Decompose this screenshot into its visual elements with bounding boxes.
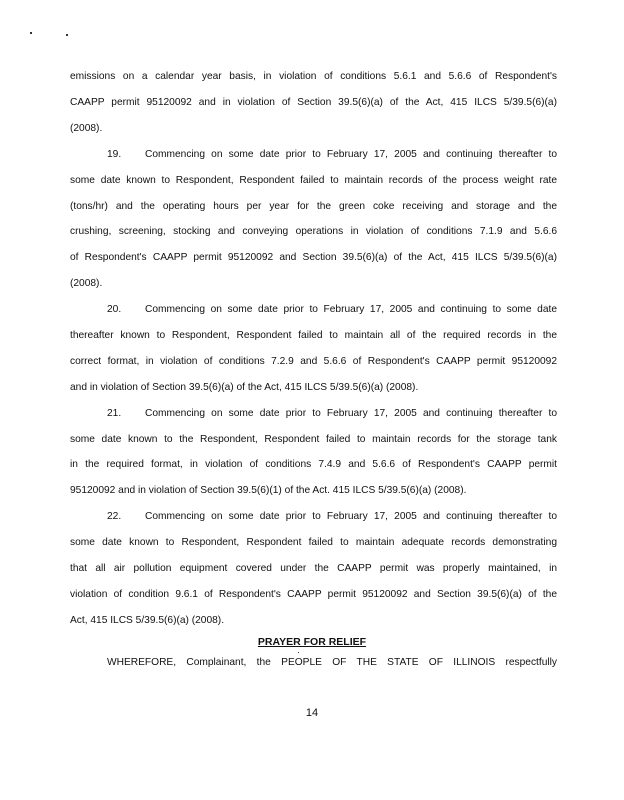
page-number: 14 bbox=[305, 707, 319, 719]
line-text: Commencing on some date prior to February 17, 2005 and continuing thereafter to bbox=[145, 149, 557, 160]
text-line: in the required format, in violation of conditions 7.4.9 and 5.6.6 of Respondent's CAAPP permit bbox=[70, 459, 557, 470]
line-text: Commencing on some date prior to February 17, 2005 and continuing thereafter to bbox=[145, 511, 557, 522]
text-line: violation of condition 9.6.1 of Respondent's CAAPP permit 95120092 and Section 39.5(6)(a) of the bbox=[70, 589, 557, 600]
text-line: crushing, screening, stocking and conveying operations in violation of conditions 7.1.9 and 5.6.6 bbox=[70, 226, 557, 237]
paragraph-number: 22. bbox=[107, 511, 122, 522]
section-heading: PRAYER FOR RELIEF bbox=[257, 636, 367, 648]
paragraph-first-line bbox=[107, 408, 557, 420]
text-line: thereafter known to Respondent, Respondent failed to maintain all of the required records in the bbox=[70, 330, 557, 341]
paragraph-first-line bbox=[107, 304, 557, 316]
paragraph-number: 19. bbox=[107, 149, 122, 160]
text-line: (2008). bbox=[70, 278, 103, 289]
text-line: of Respondent's CAAPP permit 95120092 and Section 39.5(6)(a) of the Act, 415 ILCS 5/39.5(6)(a) bbox=[70, 252, 557, 263]
text-line: Act, 415 ILCS 5/39.5(6)(a) (2008). bbox=[70, 615, 225, 626]
paragraph-first-line bbox=[107, 511, 557, 523]
scan-speck bbox=[30, 32, 32, 34]
scan-speck bbox=[66, 34, 68, 36]
scan-speck bbox=[298, 652, 299, 653]
line-text: Commencing on some date prior to February 17, 2005 and continuing thereafter to bbox=[145, 408, 557, 419]
paragraph-first-line bbox=[107, 149, 557, 161]
text-line: and in violation of Section 39.5(6)(a) of the Act, 415 ILCS 5/39.5(6)(a) (2008). bbox=[70, 382, 419, 393]
text-line: correct format, in violation of conditions 7.2.9 and 5.6.6 of Respondent's CAAPP permit 95120092 bbox=[70, 356, 557, 367]
text-line: some date known to Respondent, Respondent failed to maintain adequate records demonstrating bbox=[70, 537, 557, 548]
text-line: emissions on a calendar year basis, in violation of conditions 5.6.1 and 5.6.6 of Respondent's bbox=[70, 71, 557, 82]
text-line: 95120092 and in violation of Section 39.5(6)(1) of the Act. 415 ILCS 5/39.5(6)(a) (2008). bbox=[70, 485, 467, 496]
text-line: that all air pollution equipment covered under the CAAPP permit was properly maintained, in bbox=[70, 563, 557, 574]
text-line: some date known to Respondent, Respondent failed to maintain records of the process weight rate bbox=[70, 175, 557, 186]
paragraph-number: 21. bbox=[107, 408, 122, 419]
wherefore-line: WHEREFORE, Complainant, the PEOPLE OF THE STATE OF ILLINOIS respectfully bbox=[107, 657, 557, 668]
paragraph-number: 20. bbox=[107, 304, 122, 315]
text-line: some date known to the Respondent, Respondent failed to maintain records for the storage tank bbox=[70, 434, 557, 445]
line-text: Commencing on some date prior to February 17, 2005 and continuing to some date bbox=[145, 304, 557, 315]
text-line: (2008). bbox=[70, 123, 103, 134]
text-line: (tons/hr) and the operating hours per year for the green coke receiving and storage and the bbox=[70, 201, 557, 212]
text-line: CAAPP permit 95120092 and in violation of Section 39.5(6)(a) of the Act, 415 ILCS 5/39.5(6)(a) bbox=[70, 97, 557, 108]
